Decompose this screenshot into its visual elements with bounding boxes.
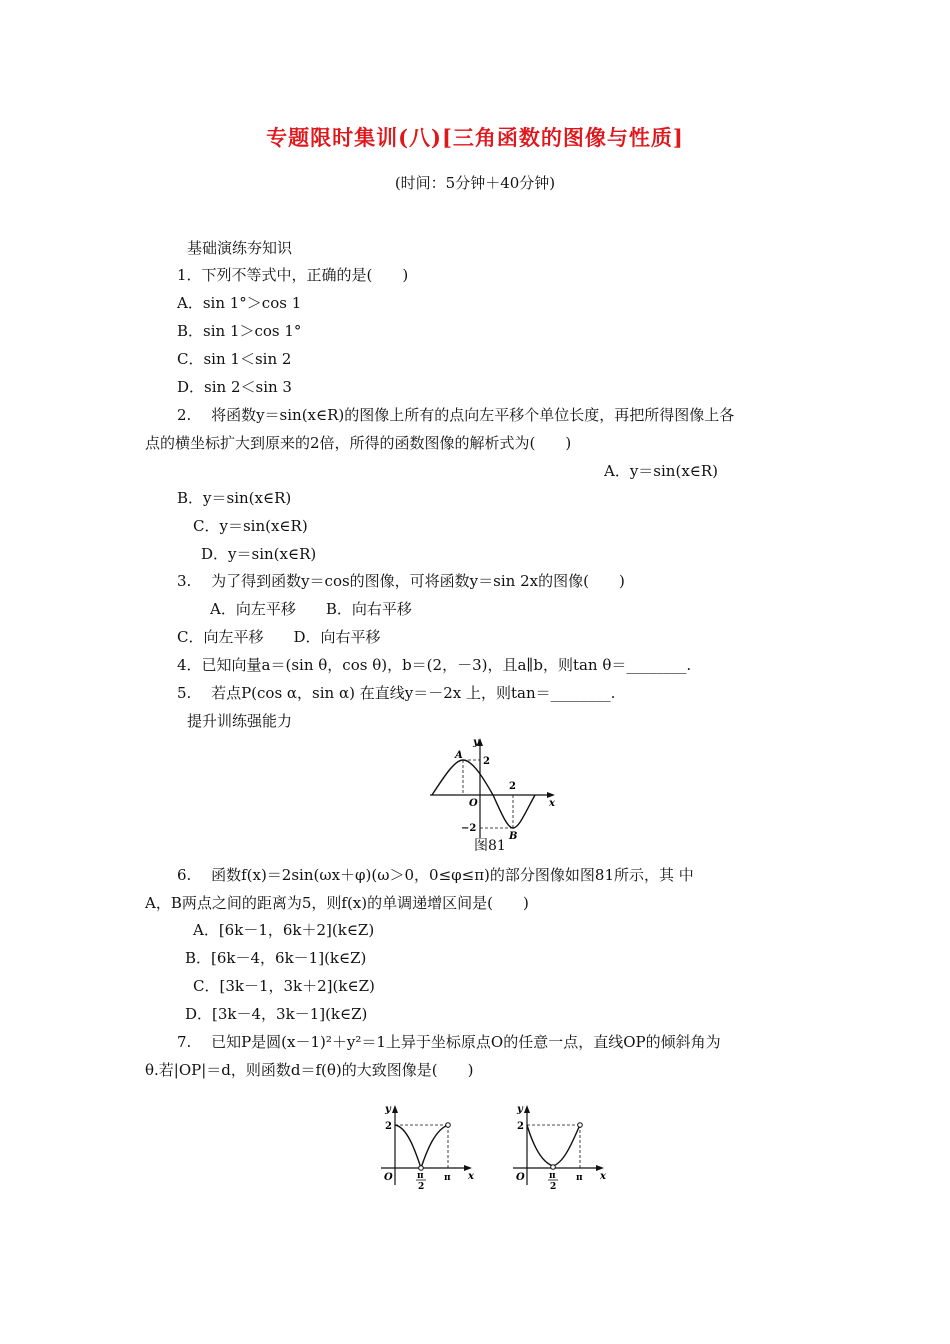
q2-option-a: A．y＝sin(x∈R) bbox=[604, 462, 719, 480]
curve bbox=[395, 1125, 448, 1168]
q5-stem: 5. 若点P(cos α，sin α) 在直线y＝－2x 上，则tan＝________. bbox=[177, 684, 616, 702]
origin-label: O bbox=[516, 1172, 525, 1183]
origin-label: O bbox=[384, 1172, 393, 1183]
q2-line2: 点的横坐标扩大到原来的2倍，所得的函数图像的解析式为( ) bbox=[145, 434, 572, 452]
tick-half-pi-numerator: π bbox=[549, 1171, 556, 1181]
q2-option-b: B．y＝sin(x∈R) bbox=[177, 489, 292, 507]
q7-line1: 7. 已知P是圆(x－1)²＋y²＝1上异于坐标原点O的任意一点，直线OP的倾斜角为 bbox=[177, 1033, 721, 1051]
q2-option-c: C．y＝sin(x∈R) bbox=[193, 517, 308, 535]
x-axis-label: x bbox=[600, 1171, 606, 1182]
point-a-label: A bbox=[455, 750, 463, 761]
tick-y: 2 bbox=[385, 1121, 392, 1132]
tick-pi: π bbox=[444, 1173, 451, 1183]
q6-line2: A，B两点之间的距离为5，则f(x)的单调递增区间是( ) bbox=[145, 894, 529, 912]
tick-y-negative: −2 bbox=[461, 823, 477, 834]
q6-line1: 6. 函数f(x)＝2sin(ωx＋φ)(ω＞0，0≤φ≤π)的部分图像如图81所示，其 中 bbox=[177, 866, 694, 884]
y-axis-label: y bbox=[385, 1104, 391, 1115]
q7-line2: θ.若|OP|＝d，则函数d＝f(θ)的大致图像是( ) bbox=[145, 1061, 474, 1079]
tick-half-pi-denominator: 2 bbox=[418, 1182, 425, 1190]
q2-option-d: D．y＝sin(x∈R) bbox=[201, 545, 317, 563]
x-axis-label: x bbox=[468, 1171, 474, 1182]
q6-option-b: B．[6k－4，6k－1](k∈Z) bbox=[185, 949, 367, 967]
time-note: (时间：5分钟＋40分钟) bbox=[394, 174, 556, 192]
tick-x: 2 bbox=[509, 781, 516, 792]
tick-y: 2 bbox=[517, 1121, 524, 1132]
curve bbox=[527, 1125, 580, 1166]
tick-half-pi-denominator: 2 bbox=[550, 1182, 557, 1190]
tick-half-pi-numerator: π bbox=[417, 1171, 424, 1181]
q7-graph-2 bbox=[507, 1100, 612, 1190]
y-axis-label: y bbox=[517, 1104, 523, 1115]
open-point-pi bbox=[446, 1123, 451, 1128]
q6-option-c: C．[3k－1，3k＋2](k∈Z) bbox=[193, 977, 375, 995]
q3-options-ab: A．向左平移 B．向右平移 bbox=[210, 600, 412, 618]
open-point-half-pi bbox=[551, 1165, 556, 1170]
point-b-label: B bbox=[509, 831, 518, 841]
tick-y-positive: 2 bbox=[483, 756, 490, 767]
x-axis-label: x bbox=[549, 798, 555, 809]
sine-curve bbox=[432, 760, 535, 828]
section-basic: 基础演练夯知识 bbox=[187, 239, 293, 257]
q7-graph-1 bbox=[375, 1100, 480, 1190]
q6-option-a: A．[6k－1，6k＋2](k∈Z) bbox=[193, 921, 375, 939]
q3-options-cd: C．向左平移 D．向右平移 bbox=[177, 628, 381, 646]
figure-81-graph bbox=[425, 733, 560, 841]
figure-81-caption: 图81 bbox=[474, 838, 506, 854]
q1-option-c: C．sin 1＜sin 2 bbox=[177, 350, 292, 368]
q4-stem: 4．已知向量a＝(sin θ，cos θ)，b＝(2，－3)，且a∥b，则tan θ＝________. bbox=[177, 656, 692, 674]
section-advanced: 提升训练强能力 bbox=[187, 712, 293, 730]
page-title: 专题限时集训(八)[三角函数的图像与性质] bbox=[266, 125, 684, 150]
q6-option-d: D．[3k－4，3k－1](k∈Z) bbox=[185, 1005, 368, 1023]
origin-label: O bbox=[469, 798, 478, 809]
open-point-half-pi bbox=[419, 1166, 424, 1171]
q1-option-a: A．sin 1°＞cos 1 bbox=[177, 294, 302, 312]
open-point-pi bbox=[578, 1123, 583, 1128]
y-axis-arrow-icon bbox=[524, 1105, 530, 1113]
q1-option-b: B．sin 1＞cos 1° bbox=[177, 322, 302, 340]
q3-stem: 3. 为了得到函数y＝cos的图像，可将函数y＝sin 2x的图像( ) bbox=[177, 572, 625, 590]
y-axis-label: y bbox=[473, 737, 479, 748]
tick-pi: π bbox=[576, 1173, 583, 1183]
q2-line1: 2. 将函数y＝sin(x∈R)的图像上所有的点向左平移个单位长度，再把所得图像上各 bbox=[177, 406, 735, 424]
q1-stem: 1．下列不等式中，正确的是( ) bbox=[177, 266, 409, 284]
q1-option-d: D．sin 2＜sin 3 bbox=[177, 378, 292, 396]
y-axis-arrow-icon bbox=[392, 1105, 398, 1113]
